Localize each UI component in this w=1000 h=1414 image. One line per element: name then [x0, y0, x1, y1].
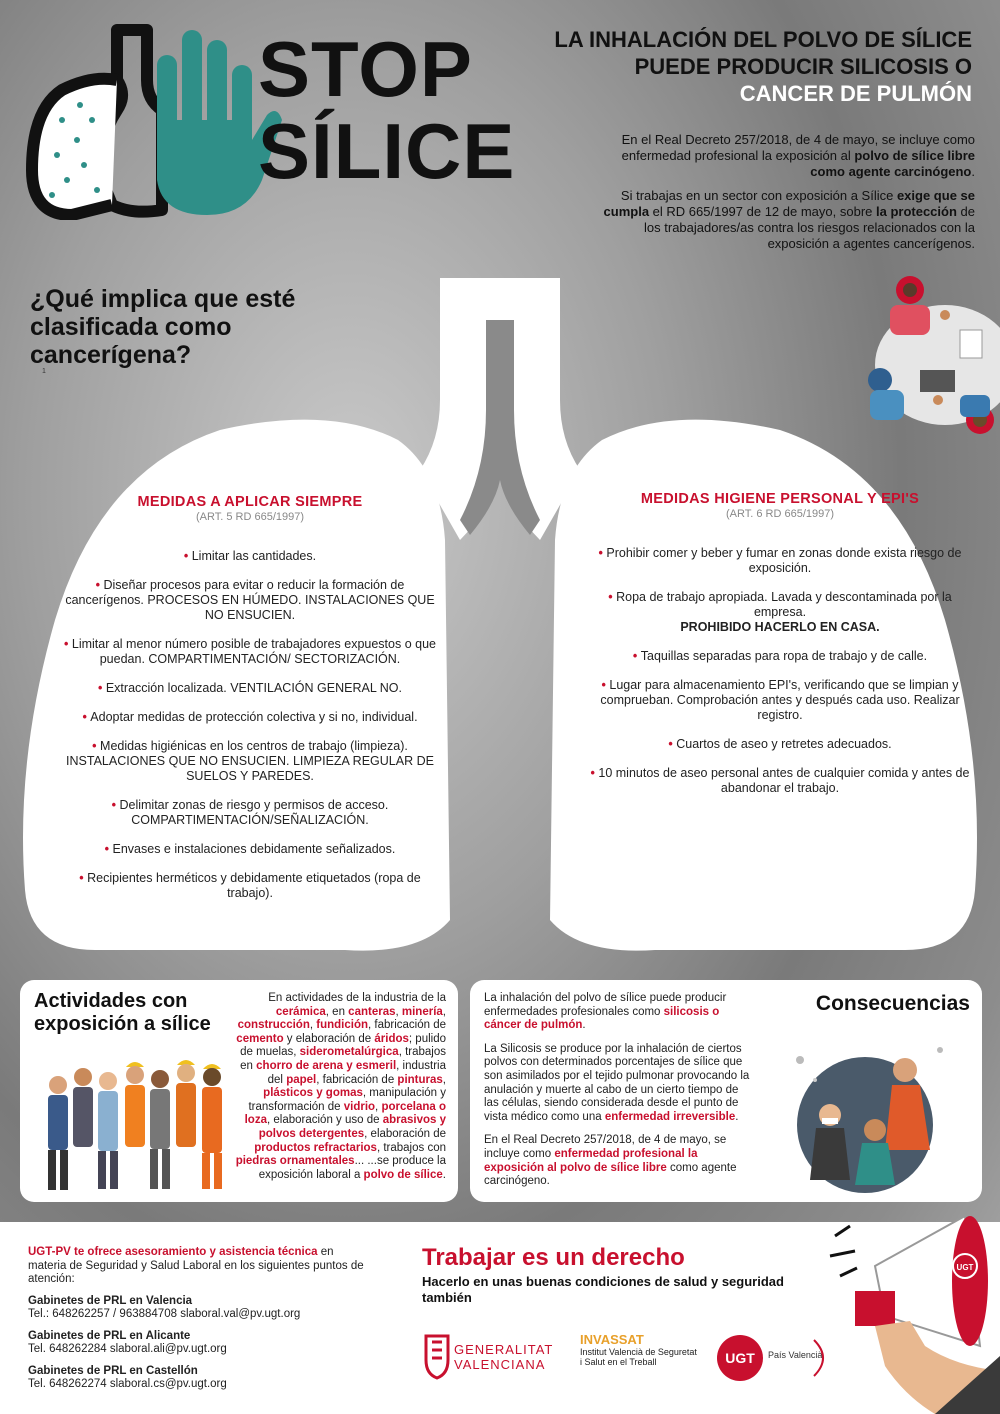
list-item: • Limitar al menor número posible de trabajadores expuestos o que puedan. COMPARTIMENTACIÓN/ SECTORIZACIÓN.: [55, 637, 445, 667]
intro-p1-end: .: [971, 164, 975, 179]
act-t5: ,: [309, 1019, 317, 1032]
left-lung-list: [55, 549, 445, 901]
act-t12: ,: [442, 1073, 446, 1086]
act-k4: construcción: [237, 1019, 310, 1032]
intro-p2-bold2: la protección: [876, 204, 957, 219]
activities-title: Actividades con exposición a sílice: [34, 990, 211, 1035]
act-k2: canteras: [348, 1005, 396, 1018]
cons-paragraph-3: [484, 1134, 756, 1188]
headline: [512, 26, 972, 107]
act-k8: siderometalúrgica: [299, 1046, 399, 1059]
act-t8: ; pulido de muelas,: [240, 1032, 446, 1059]
office-contact: Tel. 648262274 slaboral.cs@pv.ugt.org: [28, 1378, 227, 1390]
logo-word-stop: STOP: [258, 25, 473, 113]
list-item: • Cuartos de aseo y retretes adecuados.: [585, 737, 975, 752]
act-t16: , elaboración de: [364, 1127, 446, 1140]
intro-paragraph-1: [590, 132, 975, 180]
consequences-text: [484, 992, 756, 1199]
act-k12: plásticos y gomas: [263, 1087, 363, 1100]
act-t10: , industria del: [267, 1059, 446, 1086]
contact-lead: [28, 1246, 368, 1287]
act-k14: porcelana o loza: [244, 1100, 446, 1127]
lung-icon: [32, 30, 162, 215]
act-t7: y elaboración de: [283, 1032, 375, 1045]
consequences-title: Consecuencias: [815, 992, 970, 1015]
act-t13: , manipulación y transformación de: [248, 1087, 446, 1113]
intro-p1-text: En el Real Decreto 257/2018, de 4 de mayo, se incluye como enfermedad profesional la exposición al: [621, 132, 975, 163]
slogan-subtitle: Hacerlo en unas buenas condiciones de salud y seguridad también: [422, 1274, 784, 1305]
act-k10: papel: [286, 1073, 317, 1086]
people-at-table-illustration: [850, 270, 1000, 460]
act-t14: ,: [375, 1100, 382, 1113]
invassat-description: Institut Valencià de Seguretat i Salut en el Treball: [580, 1347, 697, 1367]
logo-word-silice: SÍLICE: [258, 107, 516, 195]
act-k1: cerámica: [275, 1005, 326, 1018]
question-footnote: 1: [42, 368, 46, 375]
gva-line2: VALENCIANA: [454, 1357, 546, 1372]
list-item: • Diseñar procesos para evitar o reducir la formación de cancerígenos. PROCESOS EN HÚMEDO. INSTALACIONES QUE NO ENSUCIEN.: [55, 578, 445, 623]
generalitat-logo-text: [454, 1342, 553, 1372]
act-t18: ... ...se produce la exposición laboral a: [258, 1155, 446, 1181]
contact-info: [28, 1246, 368, 1392]
list-item-text: Ropa de trabajo apropiada. Lavada y descontaminada por la empresa.: [616, 590, 952, 619]
intro-p2-text2: el RD 665/1997 de 12 de mayo, sobre: [649, 204, 876, 219]
act-t9: , trabajos en: [240, 1046, 446, 1072]
workers-illustration: [38, 1055, 238, 1195]
act-k6: cemento: [236, 1032, 284, 1045]
activities-panel: [20, 980, 458, 1202]
act-t11: , fabricación de: [316, 1073, 398, 1086]
list-item: • 10 minutos de aseo personal antes de cualquier comida y antes de abandonar el trabajo.: [585, 766, 975, 796]
act-t3: ,: [395, 1005, 402, 1018]
list-item: • Limitar las cantidades.: [55, 549, 445, 564]
act-t19: .: [442, 1168, 446, 1181]
list-item: • Envases e instalaciones debidamente señalizados.: [55, 842, 445, 857]
consequences-panel: [470, 980, 982, 1202]
act-k3: minería: [401, 1005, 443, 1018]
cons-p2-red: enfermedad irreversible: [604, 1110, 736, 1123]
worker-figures: [48, 1060, 222, 1190]
activities-text: [226, 992, 446, 1182]
headline-line2: PUEDE PRODUCIR SILICOSIS O: [634, 54, 972, 79]
intro-paragraph-2: [590, 188, 975, 252]
act-k11: pinturas: [397, 1073, 443, 1086]
act-k16: productos refractarios: [254, 1141, 377, 1154]
intro-text: [590, 132, 975, 260]
contact-lead-rest: en materia de Seguridad y Salud Laboral en los siguientes puntos de atención:: [28, 1246, 364, 1285]
intro-p2-text: Si trabajas en un sector con exposición a Sílice: [620, 188, 897, 203]
act-t15: , elaboración y uso de: [266, 1114, 383, 1127]
list-item: • Medidas higiénicas en los centros de trabajo (limpieza). INSTALACIONES QUE NO ENSUCIEN. LIMPIEZA REGULAR DE SUELOS Y PAREDES.: [55, 739, 445, 784]
left-lung-title: MEDIDAS A APLICAR SIEMPRE: [137, 494, 363, 510]
invassat-logo: [580, 1332, 700, 1367]
right-lung-subtitle: (ART. 6 RD 665/1997): [725, 508, 835, 520]
megaphone-ugt-text: UGT: [956, 1263, 974, 1272]
cons-p3-end: como agente carcinógeno.: [484, 1161, 737, 1188]
question-heading: ¿Qué implica que esté clasificada como cancerígena?: [30, 285, 296, 369]
act-t17: , trabajos con: [376, 1141, 446, 1154]
cons-p1-text: La inhalación del polvo de sílice puede producir enfermedades profesionales como: [484, 992, 727, 1018]
office-name: Gabinetes de PRL en Alicante: [28, 1329, 191, 1342]
list-item: [585, 590, 975, 635]
intro-p2-end: de los trabajadores/as contra los riesgos relacionados con la exposición a agentes cancerígenos.: [644, 204, 975, 251]
cons-p2-end: .: [735, 1110, 739, 1123]
slogan: [422, 1244, 822, 1306]
cons-p2-text: La Silicosis se produce por la inhalación de ciertos polvos con determinados porcentajes de sílice que son asimilados por el tejido pulmonar provocando la anulación y muerte al cabo de un cierto tiempo de las células, siendo considerada desde el punto de vista médico como una: [484, 1042, 750, 1123]
list-item: • Delimitar zonas de riesgo y permisos de acceso. COMPARTIMENTACIÓN/SEÑALIZACIÓN.: [55, 798, 445, 828]
act-k13: vidrio: [343, 1100, 376, 1113]
act-k17: piedras ornamentales: [235, 1155, 355, 1168]
left-lung-subtitle: (ART. 5 RD 665/1997): [195, 511, 305, 523]
ugt-logo-text: UGT: [725, 1350, 755, 1366]
slogan-title: Trabajar es un derecho: [422, 1244, 685, 1271]
list-item: • Prohibir comer y beber y fumar en zonas donde exista riesgo de exposición.: [585, 546, 975, 576]
office-name: Gabinetes de PRL en Castellón: [28, 1364, 198, 1377]
office-name: Gabinetes de PRL en Valencia: [28, 1294, 193, 1307]
coughing-people-illustration: [780, 1030, 960, 1195]
act-k5: fundición: [316, 1019, 368, 1032]
list-item: • Recipientes herméticos y debidamente etiquetados (ropa de trabajo).: [55, 871, 445, 901]
gva-line1: GENERALITAT: [454, 1342, 554, 1357]
headline-line1: LA INHALACIÓN DEL POLVO DE SÍLICE: [554, 27, 972, 52]
cons-paragraph-1: [484, 992, 756, 1033]
act-k9: chorro de arena y esmeril: [256, 1059, 397, 1072]
cons-p3-text: En el Real Decreto 257/2018, de 4 de mayo, se incluye como: [484, 1134, 727, 1160]
list-item: • Taquillas separadas para ropa de trabajo y de calle.: [585, 649, 975, 664]
act-k7: áridos: [374, 1032, 409, 1045]
right-lung-measures: [585, 492, 975, 810]
list-item-bold: PROHIBIDO HACERLO EN CASA.: [680, 620, 880, 634]
office-contact: Tel. 648262284 slaboral.ali@pv.ugt.org: [28, 1343, 227, 1355]
intro-p1-bold: polvo de sílice libre como agente carcinógeno: [810, 148, 975, 179]
list-item: • Extracción localizada. VENTILACIÓN GENERAL NO.: [55, 681, 445, 696]
megaphone-illustration: [815, 1196, 1000, 1414]
cons-p1-red: silicosis o cáncer de pulmón: [484, 1005, 720, 1032]
act-t4: ,: [442, 1005, 446, 1018]
invassat-name: INVASSAT: [580, 1332, 644, 1347]
left-lung-measures: [55, 495, 445, 915]
office-contact: Tel.: 648262257 / 963884708 slaboral.val@pv.ugt.org: [28, 1308, 301, 1320]
act-t2: , en: [325, 1005, 349, 1018]
headline-line3: CANCER DE PULMÓN: [739, 81, 972, 106]
right-lung-list: [585, 546, 975, 796]
intro-p2-bold: exige que se cumpla: [603, 188, 975, 219]
cons-p3-red: enfermedad profesional la exposición al polvo de sílice libre: [484, 1147, 698, 1174]
act-t1: En actividades de la industria de la: [268, 992, 446, 1004]
cons-paragraph-2: [484, 1043, 756, 1125]
list-item: • Lugar para almacenamiento EPI's, verificando que se limpian y comprueban. Comprobación antes y después cada uso. Realizar registro.: [585, 678, 975, 723]
ugt-region-text: País Valencià: [768, 1350, 823, 1360]
act-k18: polvo de sílice: [363, 1168, 443, 1181]
contact-lead-bold: UGT-PV te ofrece asesoramiento y asistencia técnica: [28, 1246, 318, 1258]
act-k15: abrasivos y polvos detergentes: [258, 1114, 446, 1140]
list-item: • Adoptar medidas de protección colectiva y si no, individual.: [55, 710, 445, 725]
right-lung-title: MEDIDAS HIGIENE PERSONAL Y EPI'S: [640, 491, 920, 507]
act-t6: , fabricación de: [368, 1019, 446, 1032]
cons-p1-end: .: [582, 1019, 586, 1032]
